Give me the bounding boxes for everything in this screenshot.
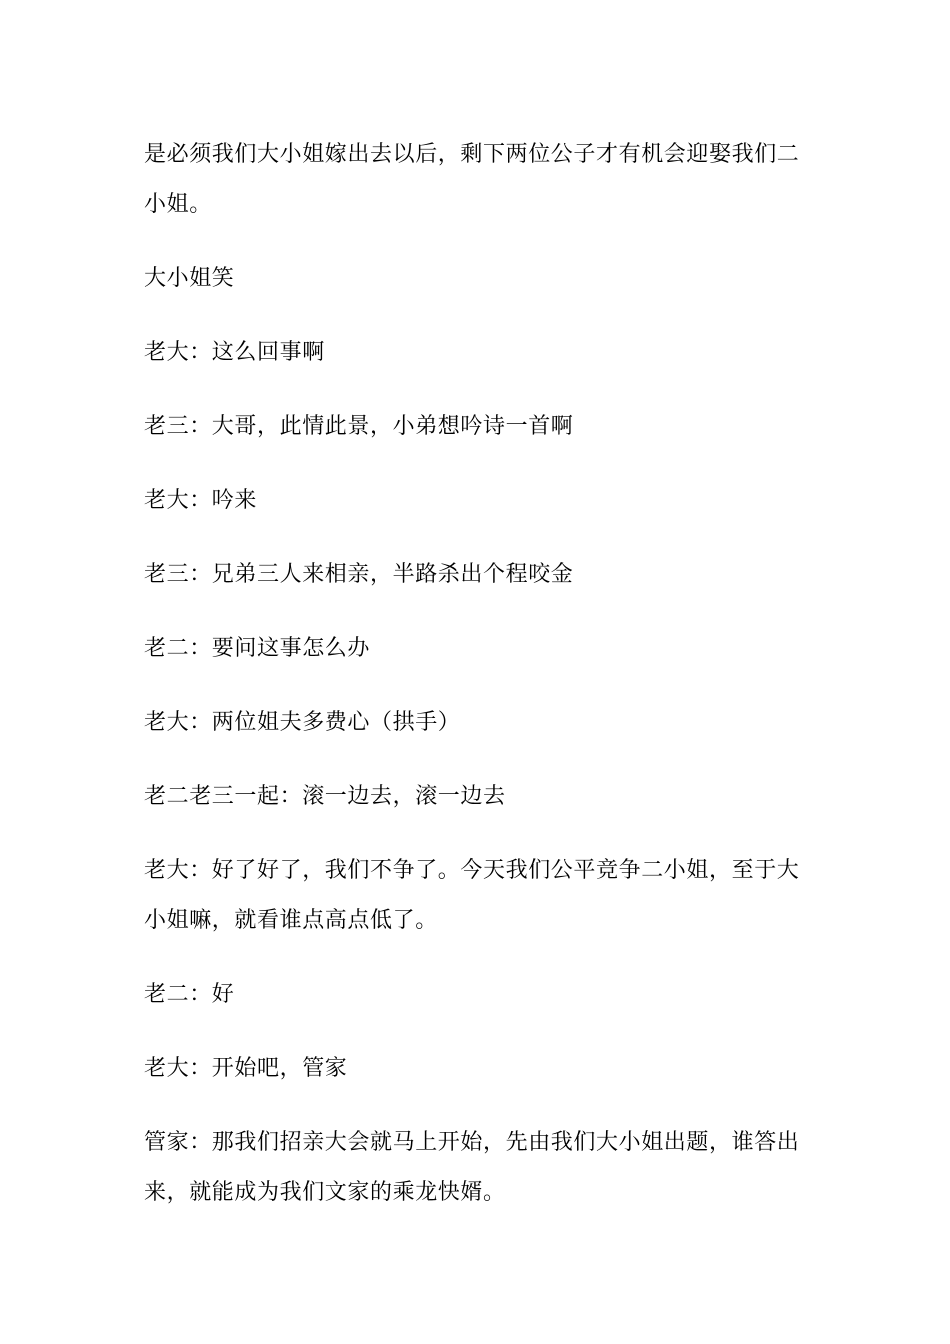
paragraph-5: 老大：吟来 <box>144 488 258 513</box>
paragraph-7: 老二：要问这事怎么办 <box>144 636 371 661</box>
document-body <box>144 130 812 1218</box>
paragraph-1: 是必须我们大小姐嫁出去以后，剩下两位公子才有机会迎娶我们二小姐。 <box>144 142 800 217</box>
paragraph-10: 老大：好了好了，我们不争了。今天我们公平竞争二小姐，至于大小姐嘛，就看谁点高点低了。 <box>144 858 800 933</box>
paragraph-13: 管家：那我们招亲大会就马上开始，先由我们大小姐出题，谁答出来，就能成为我们文家的乘龙快婿。 <box>144 1130 800 1205</box>
paragraph-6: 老三：兄弟三人来相亲，半路杀出个程咬金 <box>144 562 574 587</box>
paragraph-11: 老二：好 <box>144 982 235 1007</box>
paragraph-9: 老二老三一起：滚一边去，滚一边去 <box>144 784 506 809</box>
paragraph-12: 老大：开始吧，管家 <box>144 1056 348 1081</box>
paragraph-4: 老三：大哥，此情此景，小弟想吟诗一首啊 <box>144 414 574 439</box>
paragraph-3: 老大：这么回事啊 <box>144 340 325 365</box>
paragraph-2: 大小姐笑 <box>144 266 235 291</box>
paragraph-8: 老大：两位姐夫多费心（拱手） <box>144 710 461 735</box>
